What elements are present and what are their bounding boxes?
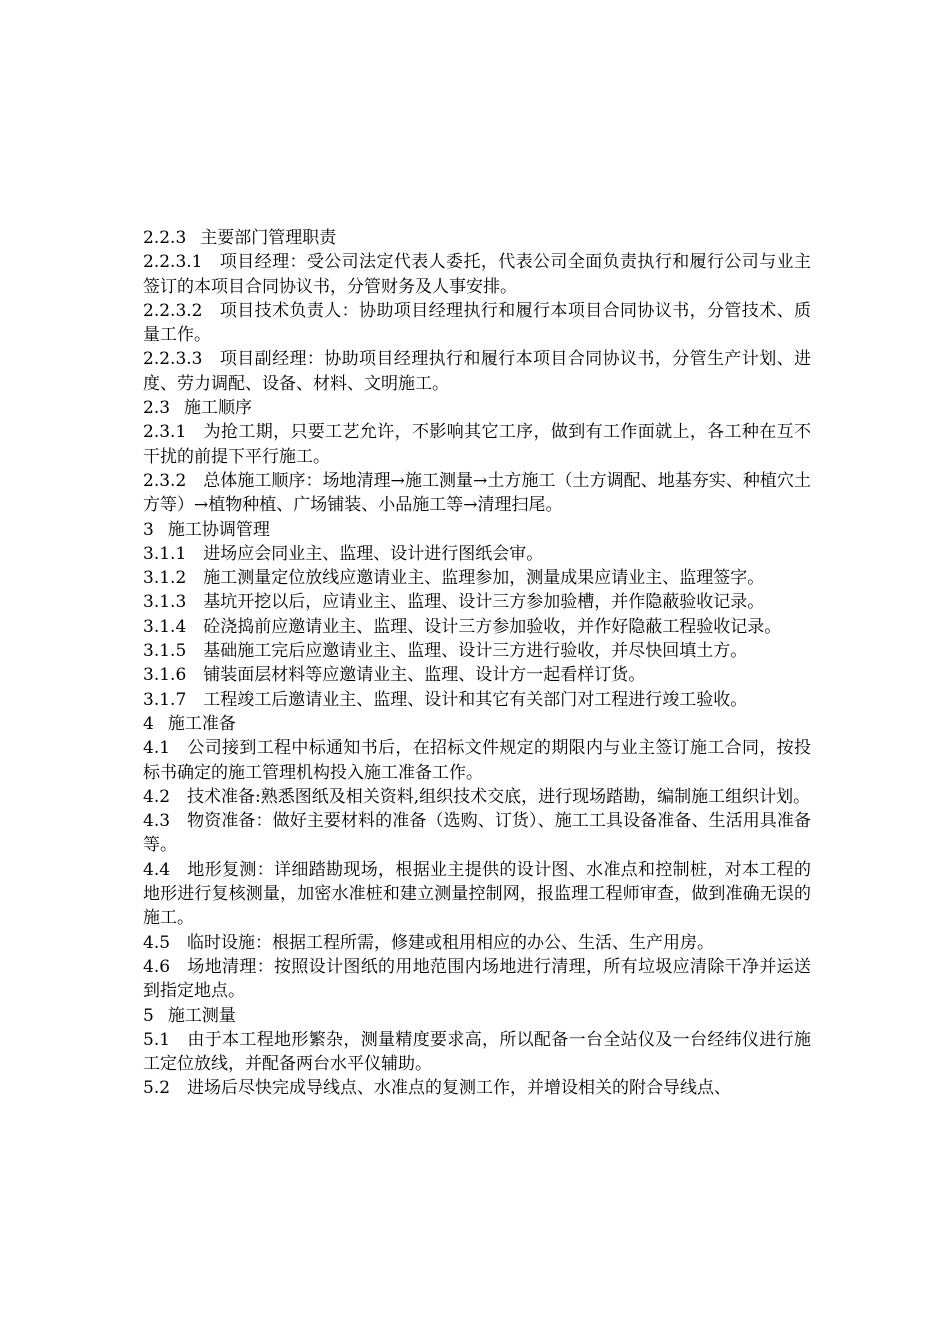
clause-paragraph: [143, 736, 811, 785]
clause-text: 施工测量定位放线应邀请业主、监理参加，测量成果应请业主、监理签字。: [203, 568, 765, 589]
clause-text: 进场应会同业主、监理、设计进行图纸会审。: [203, 543, 544, 564]
clause-paragraph: [143, 299, 811, 348]
clause-text: 临时设施：根据工程所需，修建或租用相应的办公、生活、生产用房。: [187, 932, 715, 953]
clause-number: 2.2.3.2: [143, 300, 203, 321]
clause-number: 3.1.5: [143, 641, 187, 662]
clause-paragraph: [143, 809, 811, 858]
clause-paragraph: [143, 566, 811, 590]
clause-paragraph: [143, 663, 811, 687]
section-title: 施工准备: [167, 713, 236, 734]
clause-text: 由于本工程地形繁杂，测量精度要求高，所以配备一台全站仪及一台经纬仪进行施工定位放线，并配备两台水平仪辅助。: [143, 1029, 811, 1075]
clause-number: 4.4: [143, 859, 171, 880]
clause-number: 2.3.1: [143, 422, 187, 443]
section-heading: [143, 226, 811, 250]
clause-number: 3.1.6: [143, 665, 187, 686]
clause-text: 进场后尽快完成导线点、水准点的复测工作，并增设相关的附合导线点、: [187, 1078, 732, 1099]
clause-text: 工程竣工后邀请业主、监理、设计和其它有关部门对工程进行竣工验收。: [203, 689, 748, 710]
clause-number: 2.2.3.1: [143, 252, 203, 273]
clause-paragraph: [143, 250, 811, 299]
clause-paragraph: [143, 347, 811, 396]
clause-paragraph: [143, 688, 811, 712]
section-number: 3: [143, 519, 154, 540]
clause-number: 4.1: [143, 738, 171, 759]
section-title: 施工协调管理: [167, 519, 270, 540]
clause-text: 砼浇捣前应邀请业主、监理、设计三方参加验收，并作好隐蔽工程验收记录。: [203, 616, 782, 637]
section-number: 2.3: [143, 398, 171, 419]
clause-number: 4.3: [143, 811, 171, 832]
clause-text: 基坑开挖以后，应请业主、监理、设计三方参加验槽，并作隐蔽验收记录。: [203, 592, 765, 613]
clause-paragraph: [143, 858, 811, 931]
clause-paragraph: [143, 639, 811, 663]
clause-number: 5.1: [143, 1029, 171, 1050]
clause-text: 铺装面层材料等应邀请业主、监理、设计方一起看样订货。: [203, 665, 646, 686]
clause-text: 项目副经理：协助项目经理执行和履行本项目合同协议书，分管生产计划、进度、劳力调配、设备、材料、文明施工。: [143, 349, 811, 394]
section-title: 施工测量: [167, 1005, 236, 1026]
clause-paragraph: [143, 955, 811, 1004]
section-heading: [143, 1004, 811, 1028]
clause-text: 总体施工顺序：场地清理→施工测量→土方施工（土方调配、地基夯实、种植穴土方等）→植物种植、广场铺装、小品施工等→清理扫尾。: [143, 470, 811, 516]
clause-paragraph: [143, 931, 811, 955]
clause-number: 2.3.2: [143, 470, 187, 491]
clause-number: 4.5: [143, 932, 171, 953]
document-body: [143, 226, 811, 1101]
clause-paragraph: [143, 1076, 811, 1100]
clause-text: 基础施工完后应邀请业主、监理、设计三方进行验收，并尽快回填土方。: [203, 641, 748, 662]
clause-paragraph: [143, 542, 811, 566]
clause-number: 3.1.2: [143, 568, 187, 589]
clause-paragraph: [143, 420, 811, 469]
clause-paragraph: [143, 590, 811, 614]
section-heading: [143, 518, 811, 542]
clause-text: 物资准备：做好主要材料的准备（选购、订货）、施工工具设备准备、生活用具准备等。: [143, 811, 811, 856]
clause-text: 技术准备:熟悉图纸及相关资料,组织技术交底，进行现场踏勘，编制施工组织计划。: [187, 786, 811, 807]
section-title: 主要部门管理职责: [200, 228, 337, 248]
clause-number: 3.1.7: [143, 689, 187, 710]
section-number: 5: [143, 1005, 154, 1026]
section-heading: [143, 396, 811, 420]
clause-number: 2.2.3.3: [143, 349, 203, 370]
clause-number: 3.1.4: [143, 616, 187, 637]
section-title: 施工顺序: [184, 398, 253, 419]
clause-number: 5.2: [143, 1078, 171, 1099]
clause-number: 4.6: [143, 956, 171, 977]
section-heading: [143, 712, 811, 736]
clause-paragraph: [143, 615, 811, 639]
section-number: 2.2.3: [143, 228, 187, 248]
clause-paragraph: [143, 785, 811, 809]
clause-paragraph: [143, 469, 811, 518]
clause-number: 4.2: [143, 786, 171, 807]
clause-text: 地形复测：详细踏勘现场，根据业主提供的设计图、水准点和控制桩，对本工程的地形进行复核测量，加密水准桩和建立测量控制网，报监理工程师审查，做到准确无误的施工。: [143, 859, 811, 929]
clause-text: 公司接到工程中标通知书后，在招标文件规定的期限内与业主签订施工合同，按投标书确定的施工管理机构投入施工准备工作。: [143, 738, 811, 783]
clause-text: 为抢工期，只要工艺允许，不影响其它工序，做到有工作面就上，各工种在互不干扰的前提下平行施工。: [143, 422, 811, 467]
clause-text: 项目经理：受公司法定代表人委托，代表公司全面负责执行和履行公司与业主签订的本项目合同协议书，分管财务及人事安排。: [143, 252, 811, 297]
clause-number: 3.1.1: [143, 543, 187, 564]
clause-number: 3.1.3: [143, 592, 187, 613]
clause-text: 项目技术负责人：协助项目经理执行和履行本项目合同协议书，分管技术、质量工作。: [143, 300, 811, 346]
section-number: 4: [143, 713, 154, 734]
clause-paragraph: [143, 1028, 811, 1077]
clause-text: 场地清理：按照设计图纸的用地范围内场地进行清理，所有垃圾应清除干净并运送到指定地点。: [143, 956, 811, 1002]
